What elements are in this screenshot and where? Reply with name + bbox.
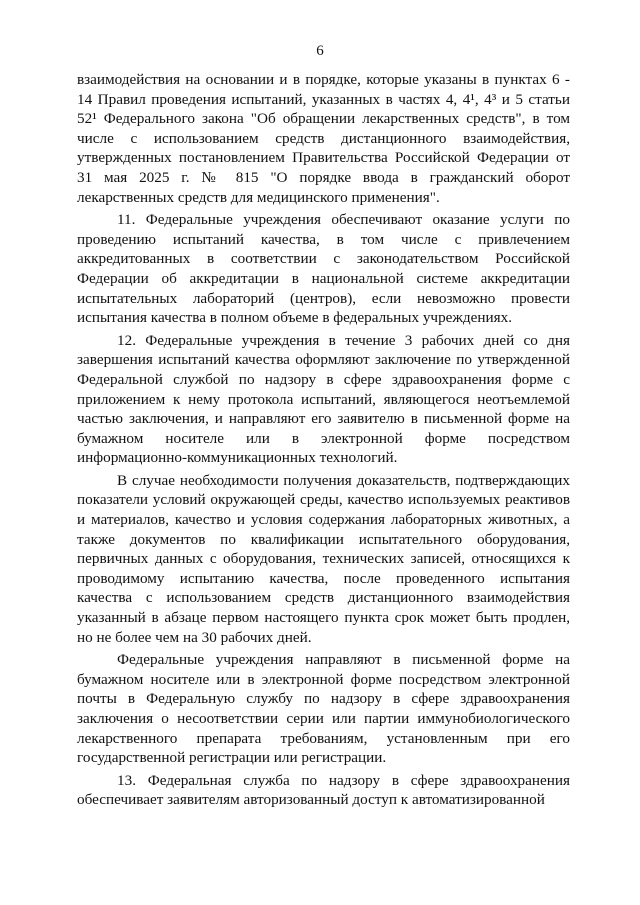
paragraph-clause-12-extension: В случае необходимости получения доказательств, подтверждающих показатели условий окружающей среды, качество используемых реактивов и материалов, качество и условия содержания лабораторных животных, а также документов по квалификации испытательного оборудования, первичных данных с оборудования, технических записей, относящихся к проводимому испытанию качества, после проведенного испытания качества с использованием средств дистанционного взаимодействия указанный в абзаце первом настоящего пункта срок может быть продлен, но не более чем на 30 рабочих дней.: [77, 471, 570, 646]
paragraph-clause-12-nonconformity: Федеральные учреждения направляют в письменной форме на бумажном носителе или в электронной форме посредством электронной почты в Федеральную службу по надзору в сфере здравоохранения заключения о несоответствии серии или партии иммунобиологического лекарственного препарата требованиям, установленным при его государственной регистрации или регистрации.: [77, 651, 570, 767]
paragraph-clause-13: 13. Федеральная служба по надзору в сфере здравоохранения обеспечивает заявителям авторизованный доступ к автоматизированной: [77, 771, 570, 809]
document-body: [77, 70, 570, 810]
paragraph-clause-12: 12. Федеральные учреждения в течение 3 рабочих дней со дня завершения испытаний качества оформляют заключение по утвержденной Федеральной службой по надзору в сфере здравоохранения форме с приложением к нему протокола испытаний, являющегося неотъемлемой частью заключения, и направляют его заявителю в письменной форме на бумажном носителе или в электронной форме посредством информационно-коммуникационных технологий.: [77, 331, 570, 467]
paragraph-clause-11: 11. Федеральные учреждения обеспечивают оказание услуги по проведению испытаний качества, в том числе с привлечением аккредитованных в соответствии с законодательством Российской Федерации об аккредитации в национальной системе аккредитации испытательных лабораторий (центров), если невозможно провести испытания качества в полном объеме в федеральных учреждениях.: [77, 211, 570, 327]
paragraph-continuation: взаимодействия на основании и в порядке, которые указаны в пунктах 6 - 14 Правил проведения испытаний, указанных в частях 4, 4¹, 4³ и 5 статьи 52¹ Федерального закона "Об обращении лекарственных средств", в том числе с использованием средств дистанционного взаимодействия, утвержденных постановлением Правительства Российской Федерации от 31 мая 2025 г. № 815 "О порядке ввода в гражданский оборот лекарственных средств для медицинского применения".: [77, 71, 570, 206]
page-number: 6: [316, 43, 324, 59]
